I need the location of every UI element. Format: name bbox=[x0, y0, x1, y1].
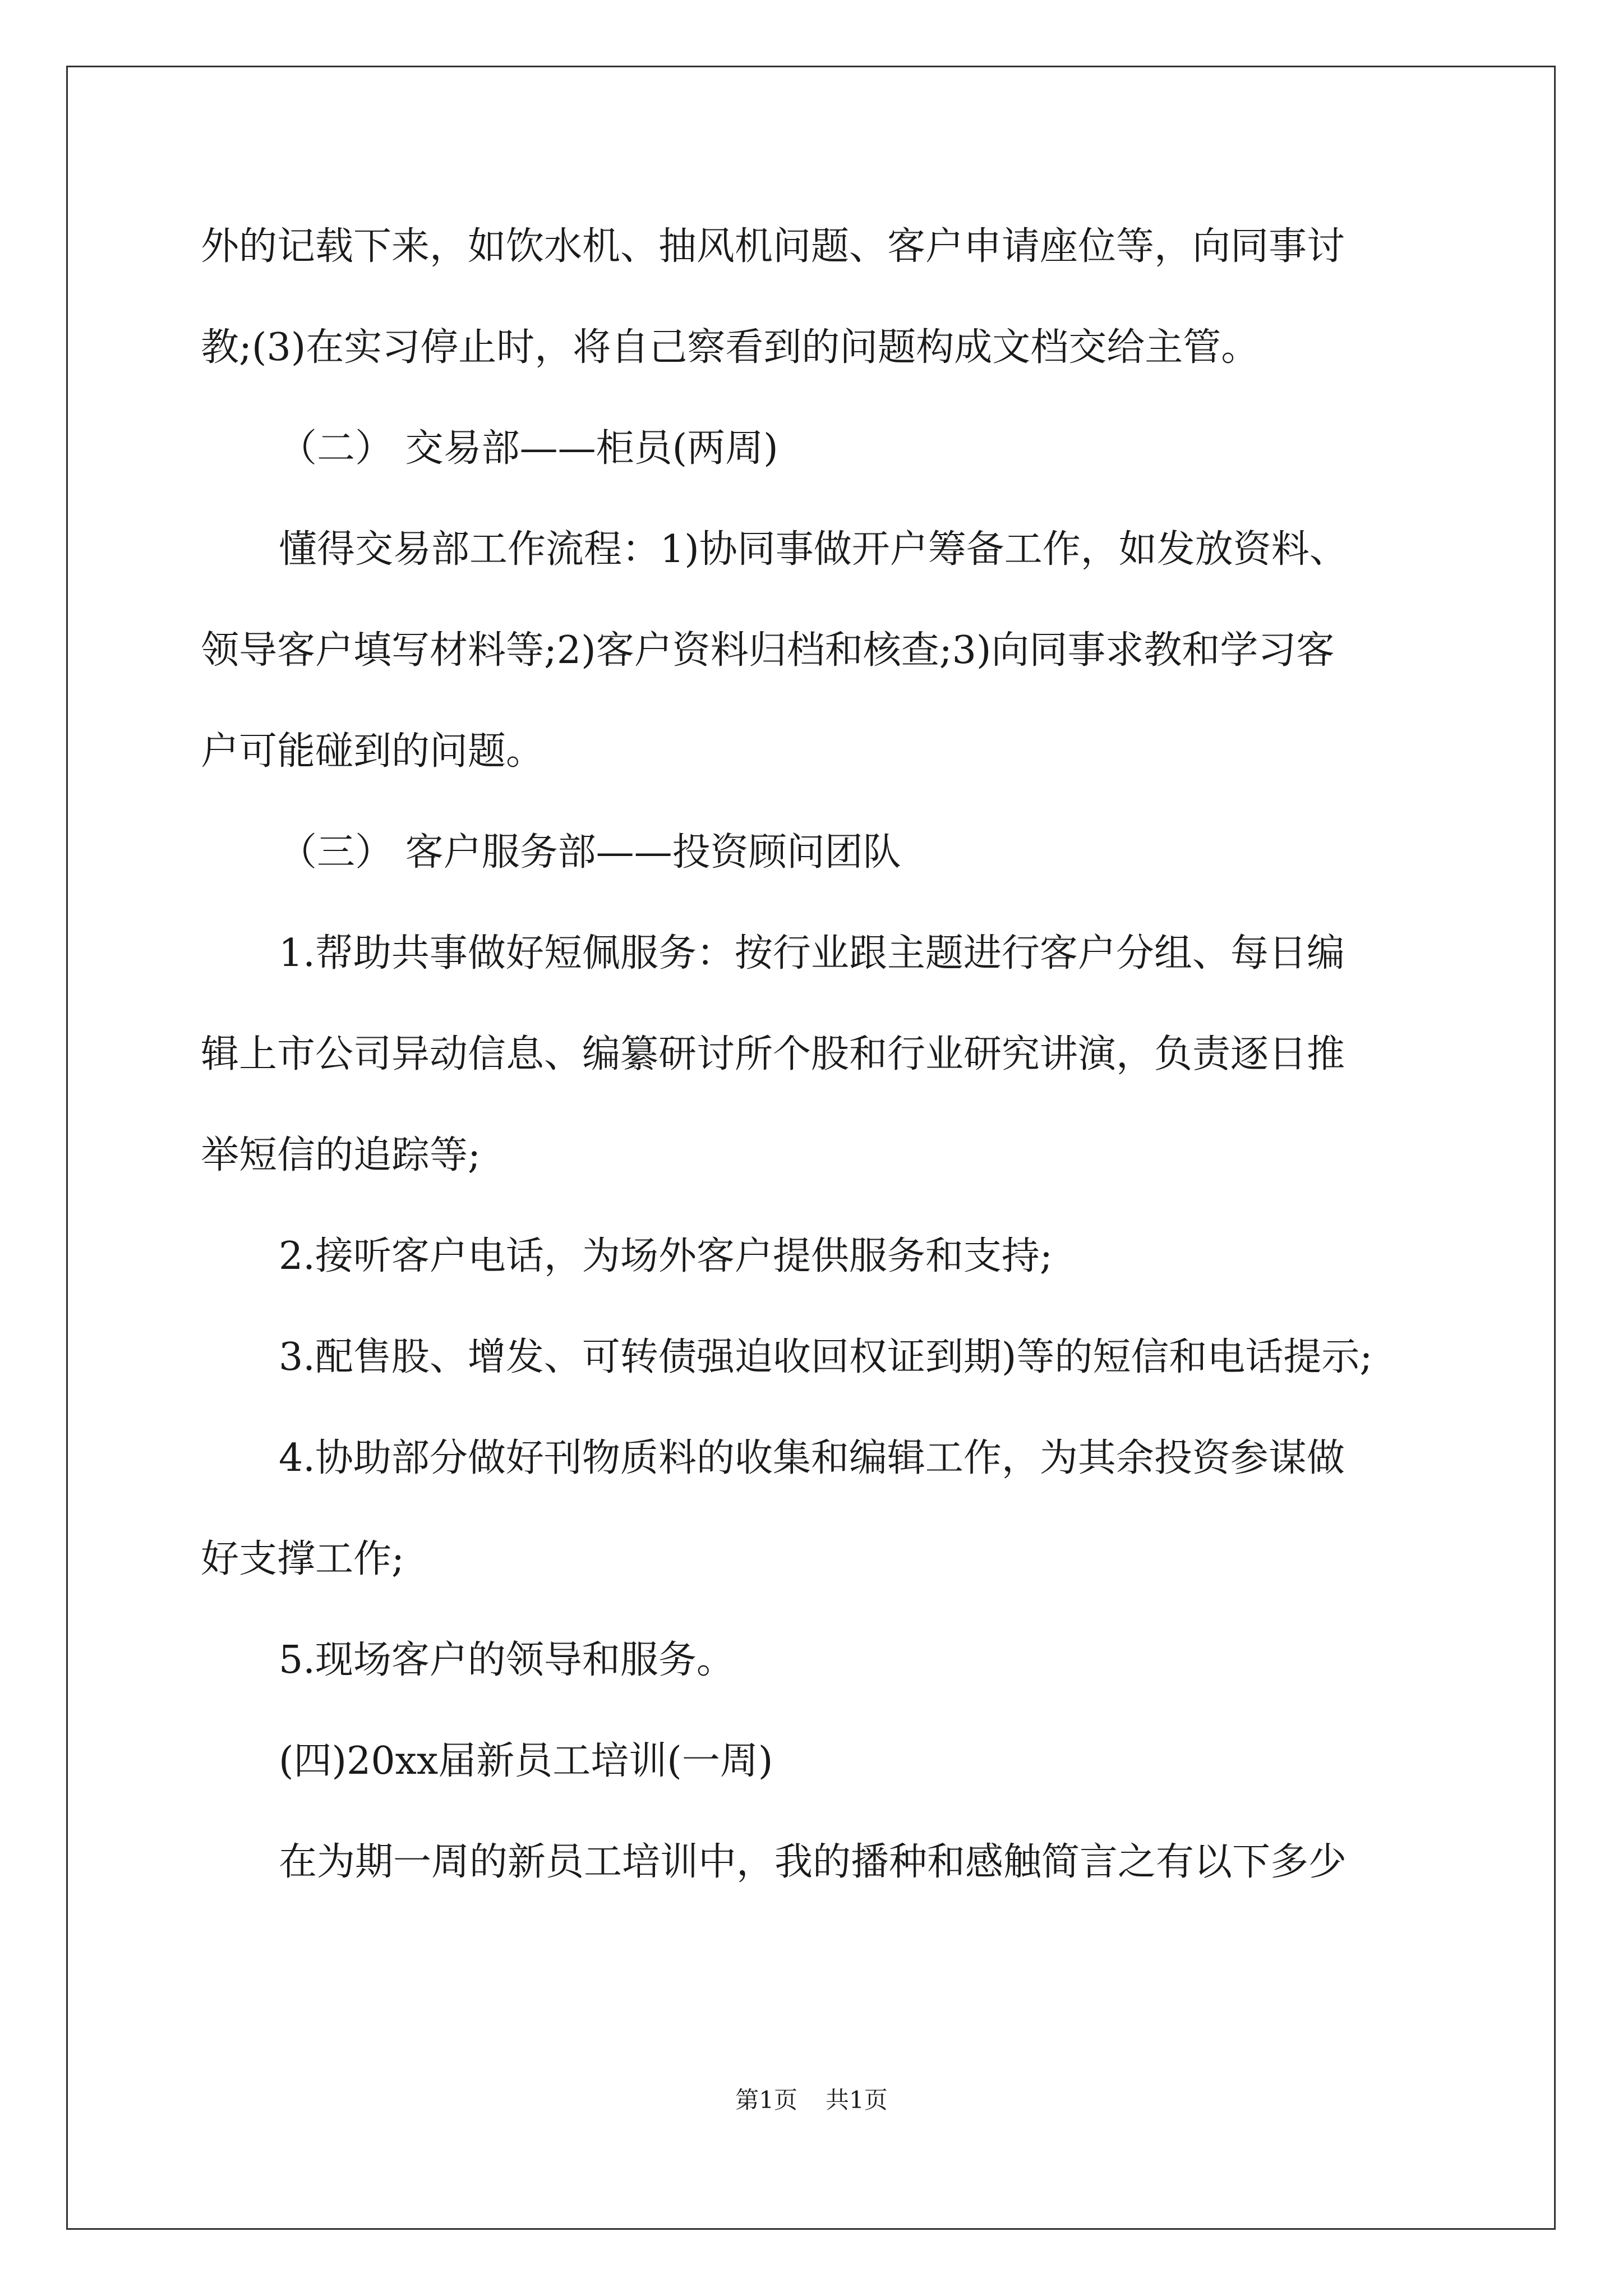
list-item: 3.配售股、增发、可转债强迫收回权证到期)等的短信和电话提示; bbox=[279, 1335, 1373, 1379]
text-line: 在为期一周的新员工培训中，我的播种和感触简言之有以下多少 bbox=[279, 1840, 1347, 1884]
text-line: 辑上市公司异动信息、编纂研讨所个股和行业研究讲演，负责逐日推 bbox=[201, 1032, 1345, 1076]
text-line: 外的记载下来，如饮水机、抽风机问题、客户申请座位等，向同事讨 bbox=[201, 224, 1345, 269]
text-line: 好支撑工作; bbox=[201, 1537, 404, 1581]
text-line: 懂得交易部工作流程：1)协同事做开户筹备工作，如发放资料、 bbox=[279, 527, 1348, 572]
list-item: 5.现场客户的领导和服务。 bbox=[279, 1638, 735, 1682]
page-total: 共1页 bbox=[826, 2086, 888, 2114]
list-item: 2.接听客户电话，为场外客户提供服务和支持; bbox=[279, 1234, 1053, 1278]
text-line: 领导客户填写材料等;2)客户资料归档和核查;3)向同事求教和学习客 bbox=[201, 628, 1335, 673]
text-line: 户可能碰到的问题。 bbox=[201, 729, 545, 774]
section-heading: （三） 客户服务部——投资顾问团队 bbox=[279, 830, 901, 875]
section-heading: (四)20xx届新员工培训(一周) bbox=[279, 1739, 773, 1783]
list-item: 4.协助部分做好刊物质料的收集和编辑工作，为其余投资参谋做 bbox=[279, 1436, 1345, 1480]
section-heading: （二） 交易部——柜员(两周) bbox=[279, 426, 778, 471]
list-item: 1.帮助共事做好短佩服务：按行业跟主题进行客户分组、每日编 bbox=[279, 931, 1345, 976]
page-number: 第1页 bbox=[735, 2086, 797, 2114]
text-line: 教;(3)在实习停止时，将自己察看到的问题构成文档交给主管。 bbox=[201, 325, 1260, 370]
page-footer bbox=[0, 2083, 1623, 2117]
text-line: 举短信的追踪等; bbox=[201, 1133, 481, 1177]
